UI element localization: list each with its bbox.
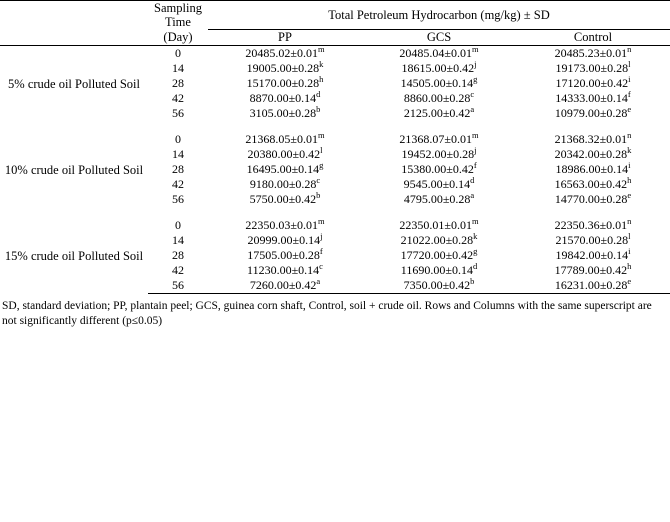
- superscript: m: [471, 216, 479, 227]
- superscript: n: [627, 216, 632, 227]
- day-cell: 42: [172, 177, 184, 192]
- value-pp: [208, 91, 362, 106]
- value-control: [516, 233, 670, 248]
- value-gcs: [362, 91, 516, 106]
- value-text: 22350.36±0.01: [554, 218, 628, 233]
- value-text: 3105.00±0.28: [249, 106, 317, 121]
- value-text: 22350.01±0.01: [399, 218, 472, 233]
- value-text: 11230.00±0.14: [247, 263, 320, 278]
- day-cell: 28: [172, 248, 184, 263]
- value-control: [516, 76, 670, 91]
- value-pp: [208, 132, 362, 147]
- value-gcs: [362, 162, 516, 177]
- value-text: 21368.32±0.01: [554, 132, 628, 147]
- column-header-control: Control: [573, 30, 613, 45]
- superscript: f: [627, 89, 631, 100]
- value-text: 15380.00±0.42: [401, 162, 474, 177]
- value-text: 2125.00±0.42: [403, 106, 471, 121]
- value-text: 21022.00±0.28: [400, 233, 474, 248]
- value-pp: [208, 162, 362, 177]
- superscript: f: [473, 160, 477, 171]
- value-gcs: [362, 233, 516, 248]
- value-gcs: [362, 76, 516, 91]
- superscript: k: [627, 145, 632, 156]
- day-cell: 42: [172, 91, 184, 106]
- value-text: 7350.00±0.42: [403, 278, 471, 293]
- value-pp: [208, 233, 362, 248]
- value-text: 9545.00±0.14: [403, 177, 471, 192]
- value-gcs: [362, 278, 516, 294]
- value-gcs: [362, 192, 516, 207]
- superscript: k: [319, 59, 324, 70]
- value-gcs: [362, 263, 516, 278]
- superscript: k: [473, 231, 478, 242]
- value-gcs: [362, 61, 516, 76]
- day-cell: 56: [148, 278, 208, 294]
- value-text: 19173.00±0.28: [555, 61, 629, 76]
- value-pp: [208, 46, 362, 62]
- value-pp: [208, 192, 362, 207]
- value-text: 17720.00±0.42: [400, 248, 474, 263]
- value-text: 4795.00±0.28: [403, 192, 471, 207]
- superscript: i: [628, 160, 631, 171]
- day-cell: 0: [175, 218, 181, 233]
- day-cell: 28: [172, 162, 184, 177]
- header-sampling-time: Sampling Time: [148, 1, 208, 30]
- superscript: l: [628, 59, 631, 70]
- value-text: 19452.00±0.28: [401, 147, 475, 162]
- superscript: b: [470, 276, 475, 287]
- value-text: 14505.00±0.14: [400, 76, 474, 91]
- table-header-row-2: [0, 30, 670, 46]
- value-control: [516, 263, 670, 278]
- value-control: [516, 46, 670, 62]
- superscript: f: [319, 246, 323, 257]
- superscript: h: [627, 261, 632, 272]
- day-cell: 42: [172, 263, 184, 278]
- superscript: m: [317, 216, 325, 227]
- superscript: c: [470, 89, 475, 100]
- superscript: g: [473, 246, 478, 257]
- superscript: e: [627, 104, 632, 115]
- value-text: 20380.00±0.42: [247, 147, 321, 162]
- value-text: 16231.00±0.28: [554, 278, 628, 293]
- value-text: 18986.00±0.14: [555, 162, 629, 177]
- superscript: m: [471, 44, 479, 55]
- value-pp: [208, 218, 362, 233]
- table-footnote: SD, standard deviation; PP, plantain peel; GCS, guinea corn shaft, Control, soil + crude oil. Rows and Columns with the same superscript are not significantly different (p≤0.05): [2, 300, 652, 327]
- superscript: m: [317, 130, 325, 141]
- superscript: c: [319, 261, 323, 272]
- group-spacer: [0, 121, 670, 132]
- value-control: [516, 218, 670, 233]
- group-label-5-percent: 5% crude oil Polluted Soil: [0, 46, 148, 122]
- value-pp: [208, 61, 362, 76]
- value-pp: [208, 248, 362, 263]
- value-control: [516, 61, 670, 76]
- superscript: a: [316, 276, 321, 287]
- superscript: d: [472, 261, 478, 272]
- superscript: m: [317, 44, 325, 55]
- value-text: 21570.00±0.28: [555, 233, 629, 248]
- value-control: [516, 132, 670, 147]
- superscript: d: [316, 89, 321, 100]
- value-gcs: [362, 248, 516, 263]
- value-text: 9180.00±0.28: [249, 177, 317, 192]
- value-text: 5750.00±0.42: [249, 192, 317, 207]
- value-text: 17789.00±0.42: [554, 263, 628, 278]
- header-sampling-time-unit: (Day): [163, 30, 193, 44]
- day-cell: 14: [172, 233, 184, 248]
- value-control: [516, 192, 670, 207]
- value-text: 20342.00±0.28: [554, 147, 628, 162]
- superscript: n: [627, 44, 632, 55]
- table-row: [0, 46, 670, 62]
- superscript: n: [627, 130, 632, 141]
- value-text: 10979.00±0.28: [554, 106, 628, 121]
- value-text: 20485.02±0.01: [245, 46, 318, 61]
- group-spacer: [0, 207, 670, 218]
- day-cell: 0: [148, 46, 208, 62]
- value-text: 18615.00±0.42: [401, 61, 475, 76]
- header-measure: Total Petroleum Hydrocarbon (mg/kg) ± SD: [208, 1, 670, 30]
- value-control: [516, 248, 670, 263]
- value-text: 8860.00±0.28: [403, 91, 471, 106]
- value-pp: [208, 177, 362, 192]
- superscript: j: [320, 231, 323, 242]
- column-header-pp: PP: [278, 30, 292, 45]
- value-text: 17505.00±0.28: [247, 248, 320, 263]
- value-gcs: [362, 218, 516, 233]
- value-text: 19842.00±0.14: [555, 248, 629, 263]
- value-control: [516, 177, 670, 192]
- value-control: [516, 91, 670, 106]
- value-text: 20485.04±0.01: [399, 46, 472, 61]
- superscript: j: [474, 59, 477, 70]
- value-control: [516, 278, 670, 294]
- value-control: [516, 162, 670, 177]
- value-text: 17120.00±0.42: [555, 76, 629, 91]
- day-cell: 0: [175, 132, 181, 147]
- group-label-15-percent: 15% crude oil Polluted Soil: [4, 248, 144, 263]
- day-cell: 56: [172, 106, 184, 121]
- superscript: m: [471, 130, 479, 141]
- superscript: e: [627, 190, 632, 201]
- value-pp: [208, 106, 362, 121]
- value-text: 21368.07±0.01: [399, 132, 472, 147]
- value-pp: [208, 278, 362, 294]
- value-gcs: [362, 46, 516, 62]
- column-header-gcs: GCS: [426, 30, 452, 45]
- value-gcs: [362, 147, 516, 162]
- superscript: e: [627, 276, 632, 287]
- value-text: 14333.00±0.14: [555, 91, 628, 106]
- superscript: g: [473, 74, 478, 85]
- superscript: h: [319, 74, 324, 85]
- value-text: 20485.23±0.01: [554, 46, 628, 61]
- header-corner-blank-2: [0, 30, 148, 46]
- value-text: 14770.00±0.28: [554, 192, 628, 207]
- superscript: j: [474, 145, 477, 156]
- superscript: g: [319, 160, 324, 171]
- value-pp: [208, 76, 362, 91]
- superscript: i: [628, 246, 631, 257]
- superscript: c: [316, 175, 321, 186]
- value-text: 16563.00±0.42: [554, 177, 628, 192]
- value-text: 19005.00±0.28: [246, 61, 320, 76]
- value-text: 20999.00±0.14: [247, 233, 321, 248]
- superscript: d: [470, 175, 475, 186]
- superscript: i: [628, 74, 631, 85]
- day-cell: 14: [172, 147, 184, 162]
- value-gcs: [362, 106, 516, 121]
- value-text: 8870.00±0.14: [249, 91, 317, 106]
- value-control: [516, 147, 670, 162]
- value-gcs: [362, 132, 516, 147]
- superscript: a: [470, 190, 475, 201]
- superscript: h: [627, 175, 632, 186]
- day-cell: 56: [172, 192, 184, 207]
- value-gcs: [362, 177, 516, 192]
- value-text: 15170.00±0.28: [246, 76, 320, 91]
- superscript: l: [628, 231, 631, 242]
- header-corner-blank: [0, 1, 148, 30]
- table-row: [0, 132, 670, 147]
- superscript: b: [316, 190, 321, 201]
- value-text: 22350.03±0.01: [245, 218, 318, 233]
- day-cell: 28: [172, 76, 184, 91]
- value-text: 11690.00±0.14: [400, 263, 473, 278]
- table-row: [0, 218, 670, 233]
- value-pp: [208, 147, 362, 162]
- value-text: 21368.05±0.01: [245, 132, 318, 147]
- superscript: a: [470, 104, 475, 115]
- value-pp: [208, 263, 362, 278]
- day-cell: 14: [172, 61, 184, 76]
- table-header-row-1: [0, 1, 670, 30]
- value-text: 7260.00±0.42: [249, 278, 317, 293]
- value-text: 16495.00±0.14: [246, 162, 320, 177]
- value-control: [516, 106, 670, 121]
- superscript: b: [316, 104, 321, 115]
- superscript: l: [320, 145, 323, 156]
- group-label-10-percent: 10% crude oil Polluted Soil: [4, 162, 144, 177]
